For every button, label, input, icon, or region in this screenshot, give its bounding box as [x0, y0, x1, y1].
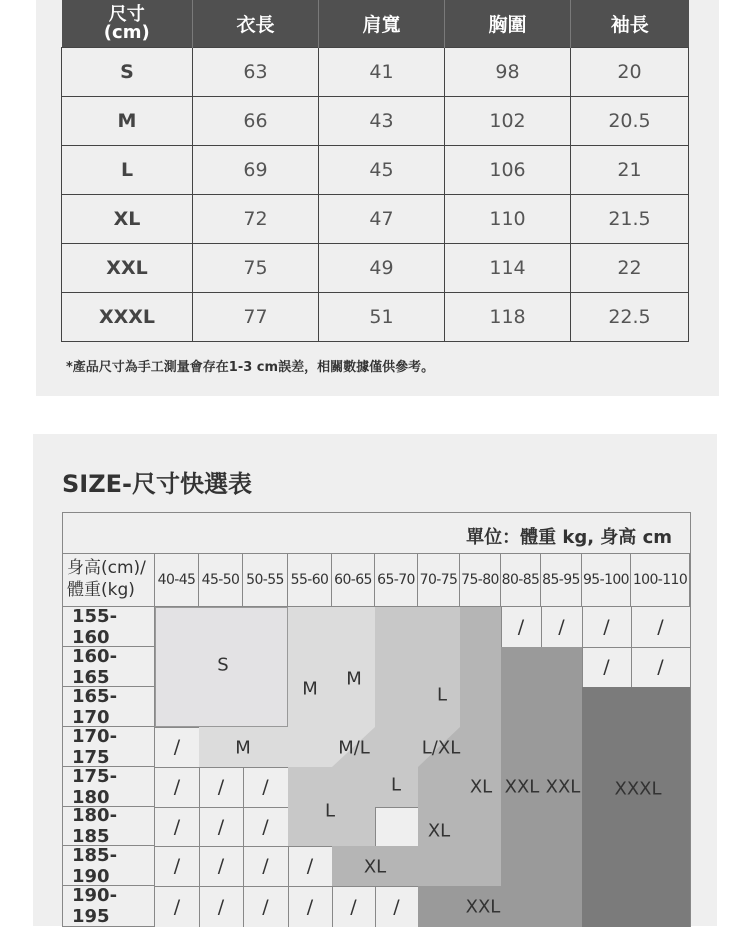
- weight-header-cell: 95-100: [582, 553, 631, 607]
- height-row-label: 185-190: [63, 846, 155, 886]
- corner-height-label: 身高(cm)/: [67, 558, 146, 578]
- cell-size: XXXL: [62, 293, 193, 342]
- size-block-l: [418, 607, 460, 727]
- cell-shoulder: 43: [319, 97, 445, 146]
- cell-length: 75: [193, 244, 319, 293]
- height-row-label: 175-180: [63, 767, 155, 807]
- weight-header-cell: 85-95: [541, 553, 582, 607]
- size-label-lxl: L/XL: [421, 737, 461, 759]
- height-row-label: 155-160: [63, 607, 155, 647]
- header-size: [62, 0, 193, 48]
- header-length: 衣長: [193, 0, 319, 48]
- weight-header-cell: 50-55: [243, 553, 288, 607]
- size-label-xxl: XXL: [504, 776, 540, 798]
- size-block-xl: [460, 607, 501, 886]
- measurement-row: [62, 195, 689, 244]
- weight-header-cell: 75-80: [460, 553, 501, 607]
- size-label-m: M: [302, 678, 318, 700]
- unavailable-slash: /: [262, 855, 269, 877]
- unavailable-slash: /: [306, 895, 314, 918]
- unit-row: [63, 513, 690, 554]
- unavailable-slash: /: [173, 815, 181, 838]
- size-label-xl: XL: [363, 856, 387, 878]
- unit-label: 單位：體重 kg, 身高 cm: [466, 527, 672, 548]
- cell-shoulder: 49: [319, 244, 445, 293]
- unavailable-slash: /: [262, 895, 269, 918]
- unavailable-slash: /: [657, 656, 664, 678]
- weight-header-cell: 80-85: [501, 553, 541, 607]
- unavailable-slash: /: [173, 776, 181, 798]
- size-label-m: M: [346, 668, 362, 690]
- unavailable-slash: /: [217, 776, 225, 798]
- cell-length: 66: [193, 97, 319, 146]
- unavailable-slash: /: [217, 895, 225, 918]
- size-guide-title: SIZE-尺寸快選表: [62, 470, 252, 498]
- weight-header-cell: 40-45: [155, 553, 199, 607]
- unavailable-slash: /: [657, 616, 664, 638]
- cell-shoulder: 41: [319, 48, 445, 97]
- weight-header-cell: 65-70: [375, 553, 418, 607]
- size-label-s: S: [217, 654, 229, 676]
- measurement-row: [62, 48, 689, 97]
- unavailable-slash: /: [350, 895, 357, 918]
- size-label-xxl: XXL: [465, 896, 501, 918]
- cell-sleeve: 21: [571, 146, 689, 195]
- cell-shoulder: 51: [319, 293, 445, 342]
- measurement-row: [62, 293, 689, 342]
- unavailable-slash: /: [262, 776, 269, 798]
- unavailable-slash: /: [173, 855, 181, 877]
- unavailable-slash: /: [603, 656, 610, 678]
- unavailable-slash: /: [173, 895, 181, 918]
- cell-size: XL: [62, 195, 193, 244]
- height-row-label: 190-195: [63, 886, 155, 927]
- cell-sleeve: 22.5: [571, 293, 689, 342]
- weight-header-cell: 60-65: [332, 553, 375, 607]
- size-guide-chart: [62, 512, 691, 927]
- size-block-m: [332, 607, 375, 727]
- measurement-note: *產品尺寸為手工測量會存在1-3 cm誤差，相關數據僅供參考。: [66, 360, 435, 375]
- cell-chest: 110: [445, 195, 571, 244]
- unavailable-slash: /: [217, 855, 225, 877]
- unavailable-slash: /: [306, 855, 314, 877]
- cell-shoulder: 47: [319, 195, 445, 244]
- weight-header-cell: 45-50: [199, 553, 243, 607]
- measurement-row: [62, 97, 689, 146]
- height-row-label: 180-185: [63, 807, 155, 846]
- header-shoulder: 肩寬: [319, 0, 445, 48]
- weight-header-cell: 70-75: [418, 553, 460, 607]
- cell-chest: 114: [445, 244, 571, 293]
- header-size-unit: (cm): [103, 21, 150, 43]
- cell-chest: 106: [445, 146, 571, 195]
- unavailable-slash: /: [603, 616, 610, 638]
- cell-size: XXL: [62, 244, 193, 293]
- size-label-l: L: [436, 684, 448, 706]
- header-sleeve: 袖長: [571, 0, 689, 48]
- height-row-label: 170-175: [63, 727, 155, 767]
- unavailable-slash: /: [517, 616, 525, 638]
- cell-size: L: [62, 146, 193, 195]
- weight-header-cell: 100-110: [631, 553, 690, 607]
- cell-sleeve: 22: [571, 244, 689, 293]
- cell-length: 77: [193, 293, 319, 342]
- unavailable-slash: /: [262, 815, 269, 838]
- unavailable-slash: /: [173, 736, 181, 758]
- cell-chest: 98: [445, 48, 571, 97]
- header-chest: 胸圍: [445, 0, 571, 48]
- unavailable-slash: /: [558, 616, 565, 638]
- cell-sleeve: 21.5: [571, 195, 689, 244]
- cell-size: S: [62, 48, 193, 97]
- cell-chest: 102: [445, 97, 571, 146]
- height-row-label: 165-170: [63, 687, 155, 727]
- cell-length: 69: [193, 146, 319, 195]
- size-label-xxxl: XXXL: [614, 778, 662, 800]
- size-block-xxxl: [582, 687, 690, 927]
- cell-shoulder: 45: [319, 146, 445, 195]
- cell-length: 72: [193, 195, 319, 244]
- size-label-m: M: [235, 737, 251, 759]
- size-label-l: L: [390, 774, 402, 796]
- size-label-xl: XL: [469, 776, 493, 798]
- size-label-l: L: [324, 800, 336, 822]
- measurement-row: [62, 146, 689, 195]
- measurement-header-row: [62, 0, 689, 48]
- measurement-table: [61, 0, 689, 342]
- size-label-ml: M/L: [338, 737, 370, 759]
- cell-sleeve: 20.5: [571, 97, 689, 146]
- cell-sleeve: 20: [571, 48, 689, 97]
- cell-size: M: [62, 97, 193, 146]
- corner-weight-label: 體重(kg): [67, 580, 135, 600]
- corner-header: [63, 553, 155, 607]
- header-size-label: 尺寸: [108, 3, 145, 25]
- size-label-xl: XL: [427, 820, 451, 842]
- unavailable-slash: /: [217, 815, 225, 838]
- height-row-label: 160-165: [63, 647, 155, 687]
- cell-chest: 118: [445, 293, 571, 342]
- unavailable-slash: /: [393, 895, 400, 918]
- measurement-row: [62, 244, 689, 293]
- size-label-xxl: XXL: [545, 776, 581, 798]
- cell-length: 63: [193, 48, 319, 97]
- weight-header-cell: 55-60: [288, 553, 332, 607]
